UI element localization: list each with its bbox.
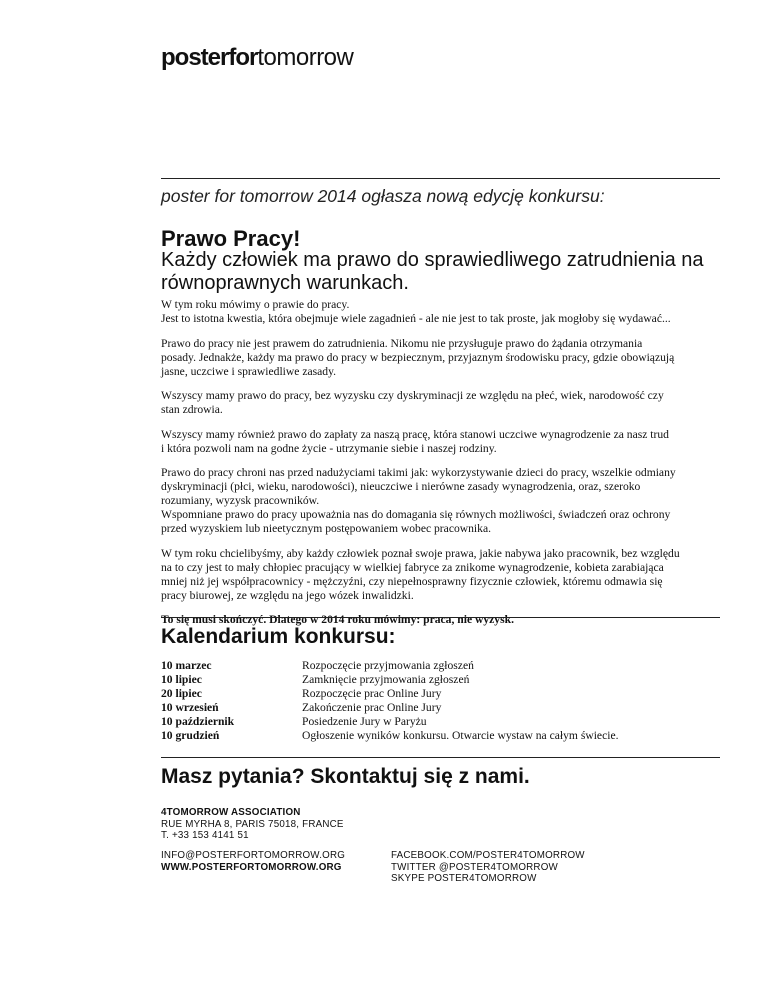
- calendar-event: Ogłoszenie wyników konkursu. Otwarcie wystaw na całym świecie.: [302, 729, 619, 742]
- calendar-date: 20 lipiec: [161, 687, 202, 700]
- page-subheading: poster for tomorrow 2014 ogłasza nową edycję konkursu:: [161, 186, 605, 206]
- calendar-event: Rozpoczęcie przyjmowania zgłoszeń: [302, 659, 474, 672]
- calendar-row: [161, 701, 619, 715]
- org-address: RUE MYRHA 8, PARIS 75018, FRANCE: [161, 818, 344, 830]
- calendar-row: [161, 715, 619, 729]
- divider-contact: [161, 757, 720, 758]
- org-phone: T. +33 153 4141 51: [161, 830, 249, 841]
- logo-part-light: tomorrow: [257, 44, 354, 71]
- lead-text: Każdy człowiek ma prawo do sprawiedliwego zatrudnienia na równoprawnych warunkach.: [161, 249, 704, 294]
- calendar-row: [161, 673, 619, 687]
- divider-calendar: [161, 617, 720, 618]
- calendar-date: 10 marzec: [161, 659, 212, 672]
- calendar-event: Posiedzenie Jury w Paryżu: [302, 715, 427, 728]
- calendar-row: [161, 687, 619, 701]
- paragraph: Wszyscy mamy prawo do pracy, bez wyzysku czy dyskryminacji ze względu na płeć, wiek, narodowość czy stan zdrowia.: [161, 389, 664, 416]
- paragraph: Prawo do pracy chroni nas przed nadużyciami takimi jak: wykorzystywanie dzieci do pracy, wszelkie odmiany dyskryminacji (płci, wieku, narodowości), nieuczciwe i nierówne zasady wynagrodzenia, oraz, szeroko rozumiany, wyzysk pracowników. Wspomniane prawo do pracy upoważnia nas do domagania się równych możliwości, świadczeń oraz ochrony przed wyzyskiem lub nieetycznym postępowaniem wobec pracownika.: [161, 466, 676, 535]
- contact-twitter[interactable]: TWITTER @POSTER4TOMORROW: [391, 861, 558, 873]
- closing-statement: To się musi skończyć. Dlatego w 2014 roku mówimy: praca, nie wyzysk.: [161, 613, 514, 626]
- org-name: 4TOMORROW ASSOCIATION: [161, 807, 301, 818]
- calendar-event: Zamknięcie przyjmowania zgłoszeń: [302, 673, 470, 686]
- contact-social-block: [391, 850, 585, 885]
- calendar-row: [161, 659, 619, 673]
- contact-email[interactable]: INFO@POSTERFORTOMORROW.ORG: [161, 850, 346, 861]
- calendar-event: Zakończenie prac Online Jury: [302, 701, 442, 714]
- paragraph: W tym roku mówimy o prawie do pracy. Jest to istotna kwestia, która obejmuje wiele zagadnień - ale nie jest to tak proste, jak mogłoby się wydawać...: [161, 298, 671, 325]
- page-title: Prawo Pracy!: [161, 226, 301, 251]
- contact-website[interactable]: WWW.POSTERFORTOMORROW.ORG: [161, 861, 342, 873]
- calendar-date: 10 wrzesień: [161, 701, 219, 714]
- contact-skype[interactable]: SKYPE POSTER4TOMORROW: [391, 873, 537, 884]
- contact-address-block: [161, 807, 344, 842]
- calendar-date: 10 grudzień: [161, 729, 220, 742]
- calendar-date: 10 październik: [161, 715, 235, 728]
- calendar-row: [161, 729, 619, 743]
- body-text: [161, 298, 736, 638]
- divider-top: [161, 178, 720, 179]
- logo-part-bold: posterfor: [161, 44, 258, 71]
- contact-facebook[interactable]: FACEBOOK.COM/POSTER4TOMORROW: [391, 850, 585, 861]
- contact-heading: Masz pytania? Skontaktuj się z nami.: [161, 765, 530, 788]
- paragraph: Prawo do pracy nie jest prawem do zatrudnienia. Nikomu nie przysługuje prawo do żądania otrzymania posady. Jednakże, każdy ma prawo do pracy w bezpiecznym, przyjaznym środowisku pracy, gdzie obowiązują jasne, uczciwe i sprawiedliwe zasady.: [161, 336, 675, 378]
- calendar-event: Rozpoczęcie prac Online Jury: [302, 687, 442, 700]
- paragraph: W tym roku chcielibyśmy, aby każdy człowiek poznał swoje prawa, jakie nabywa jako pracownik, bez względu na to czy jest to mały chłopiec pracujący w wielkiej fabryce za znikome wynagrodzenie, kobieta zarabiająca mniej niż jej współpracownicy - mężczyźni, czy niepełnosprawny fizycznie człowiek, któremu odmawia się pracy biurowej, ze względu na jego wózek inwalidzki.: [161, 546, 680, 602]
- calendar-date: 10 lipiec: [161, 673, 202, 686]
- calendar-list: [161, 659, 619, 743]
- calendar-heading: Kalendarium konkursu:: [161, 625, 396, 648]
- brand-logo: [161, 44, 353, 72]
- paragraph: Wszyscy mamy również prawo do zapłaty za naszą pracę, która stanowi uczciwe wynagrodzenie za nasz trud i która pozwoli nam na godne życie - utrzymanie siebie i naszej rodziny.: [161, 427, 669, 455]
- contact-web-block: [161, 850, 345, 873]
